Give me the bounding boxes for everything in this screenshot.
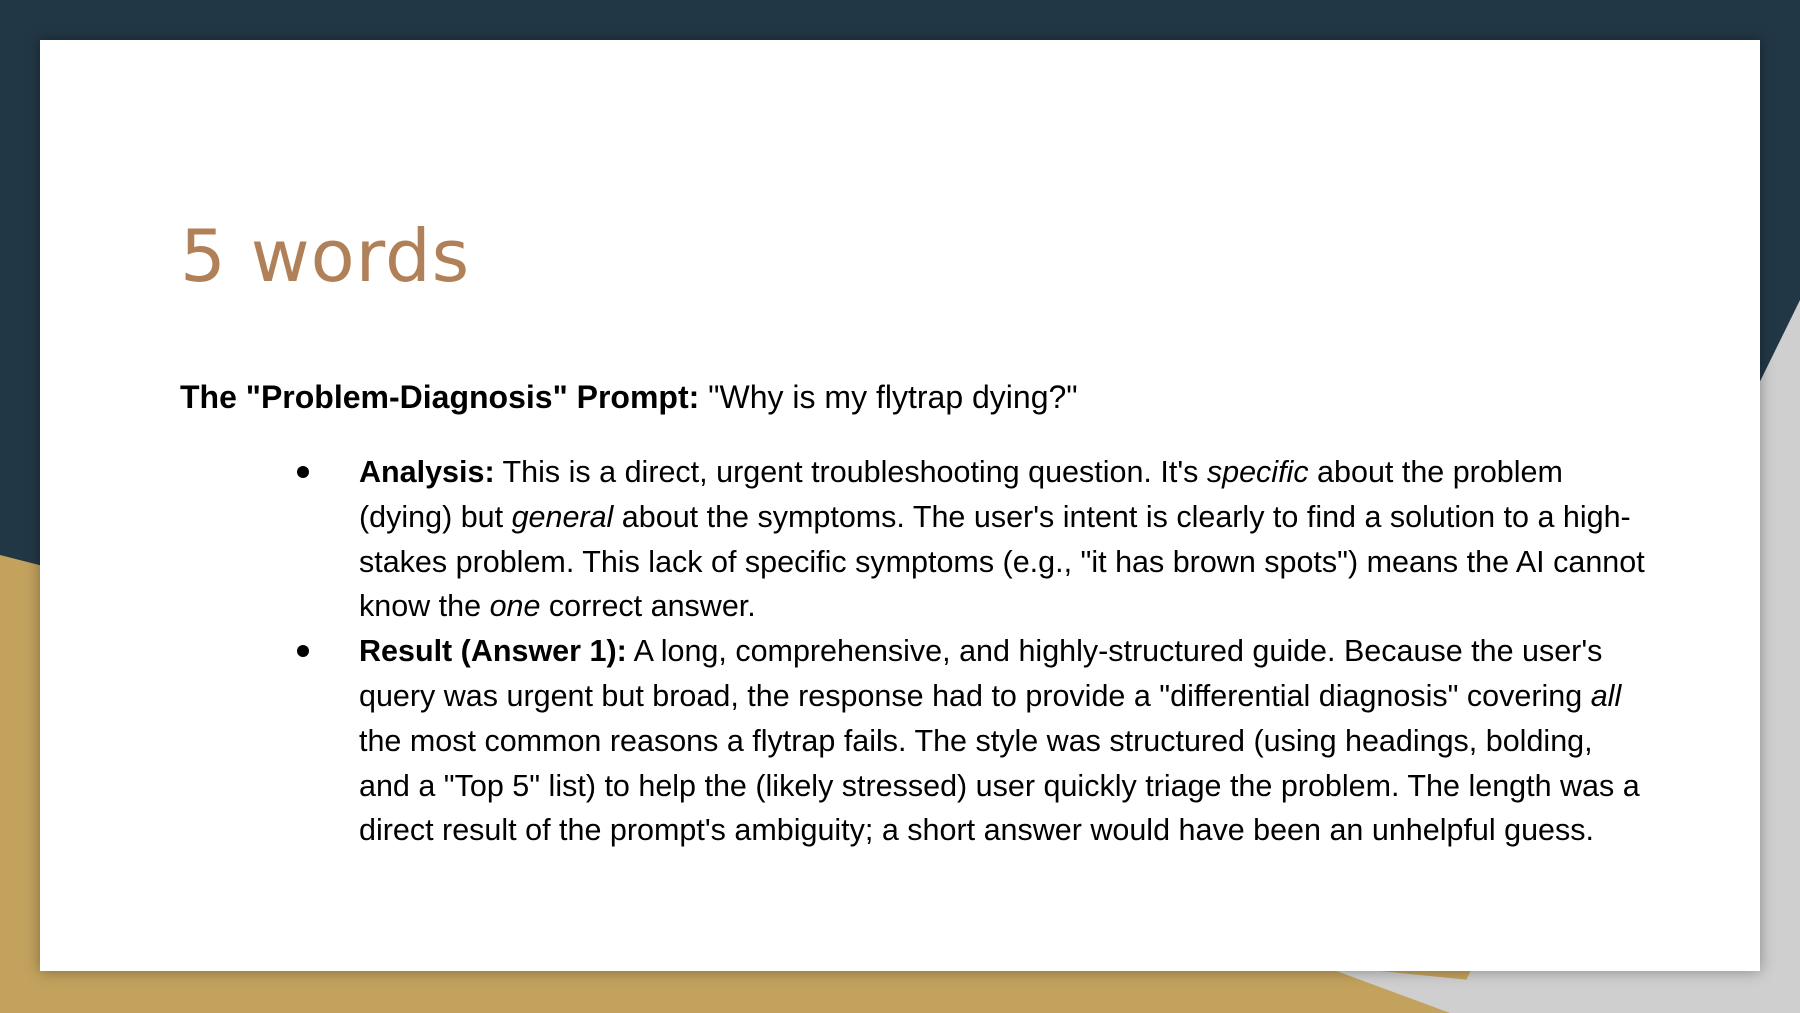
prompt-line [180,377,1078,417]
bullet-analysis [359,450,1649,629]
bullet-emphasis: specific [1206,455,1309,489]
bullet-dot [297,466,309,478]
slide-title: 5 words [180,214,471,298]
bullet-list [359,450,1649,853]
bullet-text: the most common reasons a flytrap fails. The style was structured (using headings, bolding, and a "Top 5" list) to help the (likely stressed) user quickly triage the problem. The length was a direct result of the prompt's ambiguity; a short answer would have been an unhelpful guess. [359,723,1640,848]
prompt-label: The "Problem-Diagnosis" Prompt: [180,379,700,415]
bullet-text: A long, comprehensive, and highly-structured guide. Because the user's query was urgent but broad, the response had to provide a "differential diagnosis" covering [359,634,1603,713]
bullet-text: correct answer. [540,589,756,624]
prompt-text: "Why is my flytrap dying?" [699,379,1078,415]
bullet-label: Result (Answer 1): [359,634,627,669]
bullet-result [359,629,1649,853]
bullet-text: about the problem (dying) but [359,455,1563,534]
bullet-emphasis: general [511,499,614,534]
slide-card [40,40,1760,971]
bullet-text: about the symptoms. The user's intent is clearly to find a solution to a high-stakes problem. This lack of specific symptoms (e.g., "it has brown spots") means the AI cannot know the [359,499,1645,624]
bullet-emphasis: one [489,589,541,624]
bullet-label: Analysis: [359,455,495,489]
bullet-emphasis: all [1590,678,1622,713]
bullet-dot [297,645,309,657]
bullet-text: This is a direct, urgent troubleshooting question. It's [494,455,1207,489]
